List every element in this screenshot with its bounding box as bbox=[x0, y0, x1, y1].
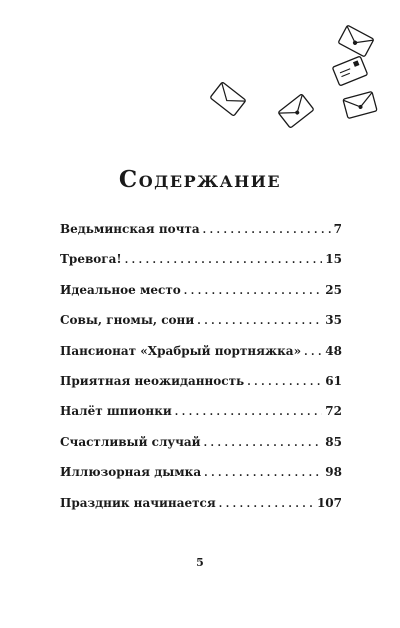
toc-entry-page: 15 bbox=[325, 252, 342, 267]
envelope-icon bbox=[337, 24, 376, 58]
toc-leader-dots bbox=[304, 344, 322, 358]
envelope-icon bbox=[209, 80, 248, 117]
toc-entry bbox=[60, 283, 342, 313]
toc-entry-title: Налёт шпионки bbox=[60, 404, 172, 419]
toc-entry-title: Иллюзорная дымка bbox=[60, 465, 202, 480]
toc-leader-dots bbox=[204, 465, 322, 479]
toc-entry bbox=[60, 344, 342, 374]
envelope-icon bbox=[277, 92, 316, 129]
toc-entry bbox=[60, 404, 342, 434]
toc-entry-page: 72 bbox=[325, 404, 342, 419]
toc-entry-page: 35 bbox=[325, 313, 342, 328]
toc-entry bbox=[60, 435, 342, 465]
toc-entry-title: Счастливый случай bbox=[60, 434, 201, 449]
table-of-contents bbox=[60, 222, 342, 526]
toc-entry-title: Совы, гномы, сони bbox=[60, 313, 195, 328]
page-number: 5 bbox=[196, 556, 204, 569]
toc-leader-dots bbox=[247, 374, 322, 388]
toc-entry bbox=[60, 496, 342, 526]
toc-leader-dots bbox=[184, 283, 323, 297]
toc-leader-dots bbox=[175, 404, 323, 418]
toc-entry bbox=[60, 465, 342, 495]
toc-entry-page: 25 bbox=[325, 282, 342, 297]
toc-leader-dots bbox=[125, 252, 323, 266]
toc-leader-dots bbox=[219, 496, 314, 510]
toc-entry-page: 98 bbox=[325, 465, 342, 480]
envelope-icon bbox=[331, 55, 369, 87]
toc-entry-title: Тревога! bbox=[60, 252, 122, 267]
toc-entry-title: Приятная неожиданность bbox=[60, 373, 245, 388]
toc-leader-dots bbox=[197, 313, 322, 327]
toc-entry-title: Ведьминская почта bbox=[60, 222, 200, 236]
toc-entry-page: 107 bbox=[316, 495, 342, 510]
toc-entry-page: 61 bbox=[325, 373, 342, 388]
toc-entry-page: 7 bbox=[333, 222, 342, 236]
toc-leader-dots bbox=[203, 222, 331, 236]
toc-entry bbox=[60, 252, 342, 282]
toc-entry-title: Пансионат «Храбрый портняжка» bbox=[60, 343, 302, 358]
toc-entry bbox=[60, 313, 342, 343]
toc-entry bbox=[60, 374, 342, 404]
page-title: Содержание bbox=[118, 166, 282, 193]
toc-entry-page: 85 bbox=[325, 434, 342, 449]
envelope-icon bbox=[342, 90, 379, 120]
toc-entry-title: Праздник начинается bbox=[60, 495, 216, 510]
toc-entry-title: Идеальное место bbox=[60, 282, 181, 297]
toc-entry-page: 48 bbox=[325, 343, 342, 358]
flying-envelopes-illustration bbox=[0, 0, 400, 140]
toc-entry bbox=[60, 222, 342, 252]
toc-leader-dots bbox=[204, 435, 323, 449]
